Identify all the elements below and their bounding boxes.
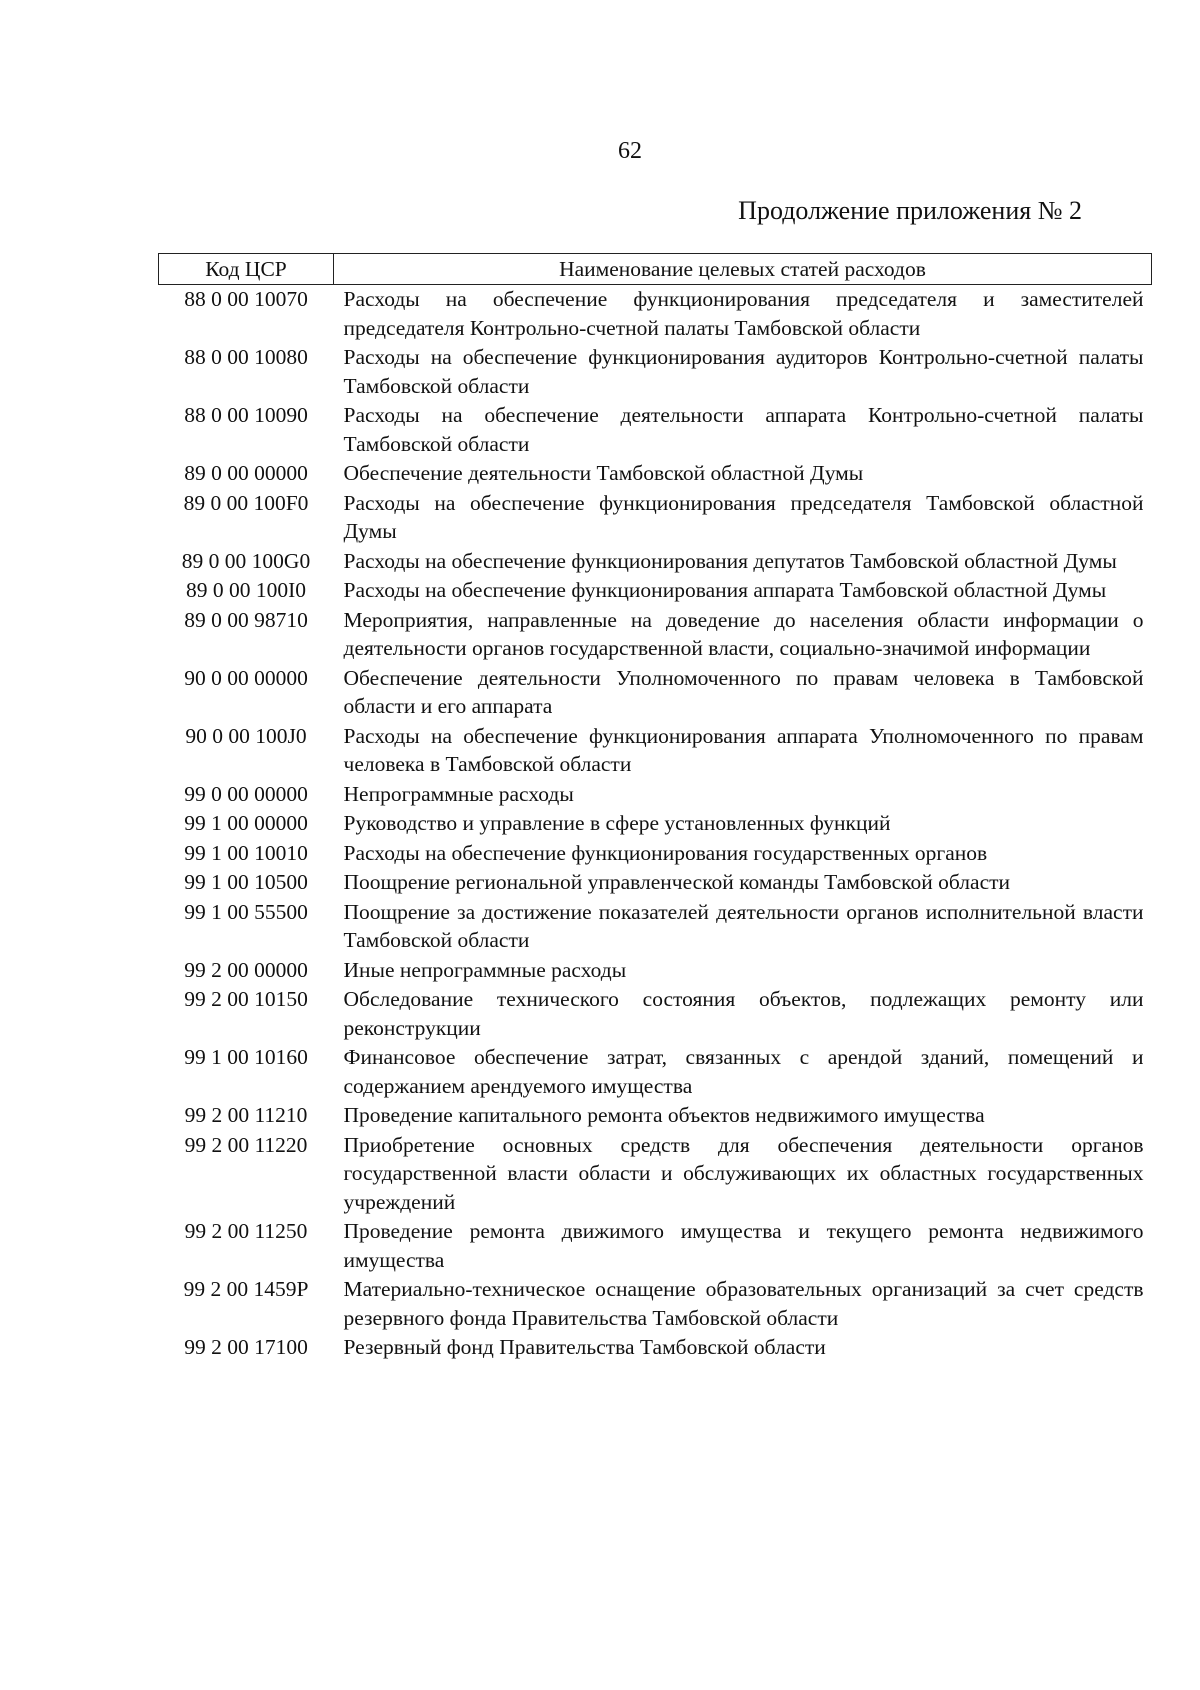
table-row <box>159 664 1152 722</box>
row-name: Расходы на обеспечение функционирования председателя Тамбовской областной Думы <box>343 490 1144 543</box>
row-code: 99 2 00 10150 <box>184 987 308 1011</box>
row-code: 99 1 00 10500 <box>184 870 308 894</box>
row-code: 88 0 00 10090 <box>184 403 308 427</box>
table-row <box>159 1101 1152 1131</box>
row-name: Поощрение региональной управленческой команды Тамбовской области <box>343 870 1011 894</box>
row-code: 89 0 00 100F0 <box>183 490 309 515</box>
table-row <box>159 1275 1152 1333</box>
row-name: Приобретение основных средств для обеспечения деятельности органов государственной власти области и обслуживающих их областных государственных учреждений <box>343 1132 1144 1214</box>
row-code: 90 0 00 100J0 <box>185 723 307 748</box>
row-name: Расходы на обеспечение деятельности аппарата Контрольно-счетной палаты Тамбовской области <box>343 403 1144 456</box>
row-code: 99 2 00 1459P <box>183 1277 309 1301</box>
table-row <box>159 809 1152 839</box>
row-name: Расходы на обеспечение функционирования аппарата Тамбовской областной Думы <box>343 578 1107 602</box>
row-name: Поощрение за достижение показателей деятельности органов исполнительной власти Тамбовской области <box>343 899 1144 952</box>
row-code: 99 2 00 11220 <box>184 1132 308 1157</box>
row-name: Руководство и управление в сфере установленных функций <box>343 811 891 835</box>
table-row <box>159 401 1152 459</box>
table-row <box>159 547 1152 577</box>
row-code: 99 1 00 00000 <box>184 811 308 835</box>
table-row <box>159 1217 1152 1275</box>
table-row <box>159 1131 1152 1218</box>
table-row <box>159 489 1152 547</box>
row-code: 99 2 00 00000 <box>184 957 308 982</box>
table-row <box>159 606 1152 664</box>
table-row <box>159 1043 1152 1101</box>
table-row <box>159 839 1152 869</box>
row-name: Проведение капитального ремонта объектов недвижимого имущества <box>343 1103 985 1127</box>
row-name: Иные непрограммные расходы <box>343 957 627 982</box>
row-name: Расходы на обеспечение функционирования депутатов Тамбовской областной Думы <box>343 548 1117 573</box>
table-row <box>159 285 1152 344</box>
row-code: 89 0 00 100G0 <box>181 548 311 573</box>
row-code: 88 0 00 10080 <box>184 345 308 369</box>
table-row <box>159 898 1152 956</box>
row-name: Проведение ремонта движимого имущества и текущего ремонта недвижимого имущества <box>343 1219 1144 1272</box>
table-row <box>159 780 1152 810</box>
row-code: 88 0 00 10070 <box>184 287 308 311</box>
row-name: Расходы на обеспечение функционирования государственных органов <box>343 840 988 865</box>
row-code: 99 2 00 11250 <box>184 1219 308 1243</box>
table-body <box>159 285 1152 1363</box>
table-row <box>159 1333 1152 1363</box>
row-code: 90 0 00 00000 <box>184 665 308 690</box>
table-row <box>159 459 1152 489</box>
row-name: Обеспечение деятельности Тамбовской областной Думы <box>343 461 864 485</box>
table-row <box>159 956 1152 986</box>
row-name: Мероприятия, направленные на доведение до населения области информации о деятельности органов государственной власти, социально-значимой информации <box>343 607 1144 660</box>
row-code: 99 0 00 00000 <box>184 781 308 806</box>
row-name: Обеспечение деятельности Уполномоченного по правам человека в Тамбовской области и его аппарата <box>343 665 1144 718</box>
row-name: Расходы на обеспечение функционирования аудиторов Контрольно-счетной палаты Тамбовской области <box>343 345 1144 398</box>
row-name: Обследование технического состояния объектов, подлежащих ремонту или реконструкции <box>343 987 1144 1040</box>
table-row <box>159 722 1152 780</box>
row-name: Резервный фонд Правительства Тамбовской области <box>343 1335 826 1359</box>
expenditure-table <box>158 253 1152 1363</box>
row-code: 99 1 00 55500 <box>184 899 308 924</box>
row-code: 89 0 00 98710 <box>184 607 308 632</box>
expenditure-table-wrapper <box>158 253 1152 1363</box>
row-code: 99 1 00 10010 <box>184 840 308 865</box>
table-header-row <box>159 254 1152 285</box>
appendix-title: Продолжение приложения № 2 <box>738 196 1082 225</box>
table-row <box>159 985 1152 1043</box>
row-name: Расходы на обеспечение функционирования председателя и заместителей председателя Контрольно-счетной палаты Тамбовской области <box>343 287 1144 340</box>
row-name: Материально-техническое оснащение образовательных организаций за счет средств резервного фонда Правительства Тамбовской области <box>343 1277 1144 1330</box>
header-name: Наименование целевых статей расходов <box>334 254 1152 285</box>
row-code: 99 1 00 10160 <box>184 1045 308 1069</box>
row-code: 99 2 00 11210 <box>184 1103 308 1127</box>
row-code: 99 2 00 17100 <box>184 1335 308 1359</box>
row-name: Расходы на обеспечение функционирования аппарата Уполномоченного по правам человека в Тамбовской области <box>343 723 1144 776</box>
table-row <box>159 576 1152 606</box>
header-code: Код ЦСР <box>159 254 334 285</box>
table-row <box>159 343 1152 401</box>
table-row <box>159 868 1152 898</box>
row-name: Непрограммные расходы <box>343 781 574 806</box>
row-code: 89 0 00 00000 <box>184 461 308 485</box>
row-name: Финансовое обеспечение затрат, связанных с арендой зданий, помещений и содержанием арендуемого имущества <box>343 1045 1144 1098</box>
page-number: 62 <box>618 138 642 164</box>
row-code: 89 0 00 100I0 <box>185 578 307 602</box>
